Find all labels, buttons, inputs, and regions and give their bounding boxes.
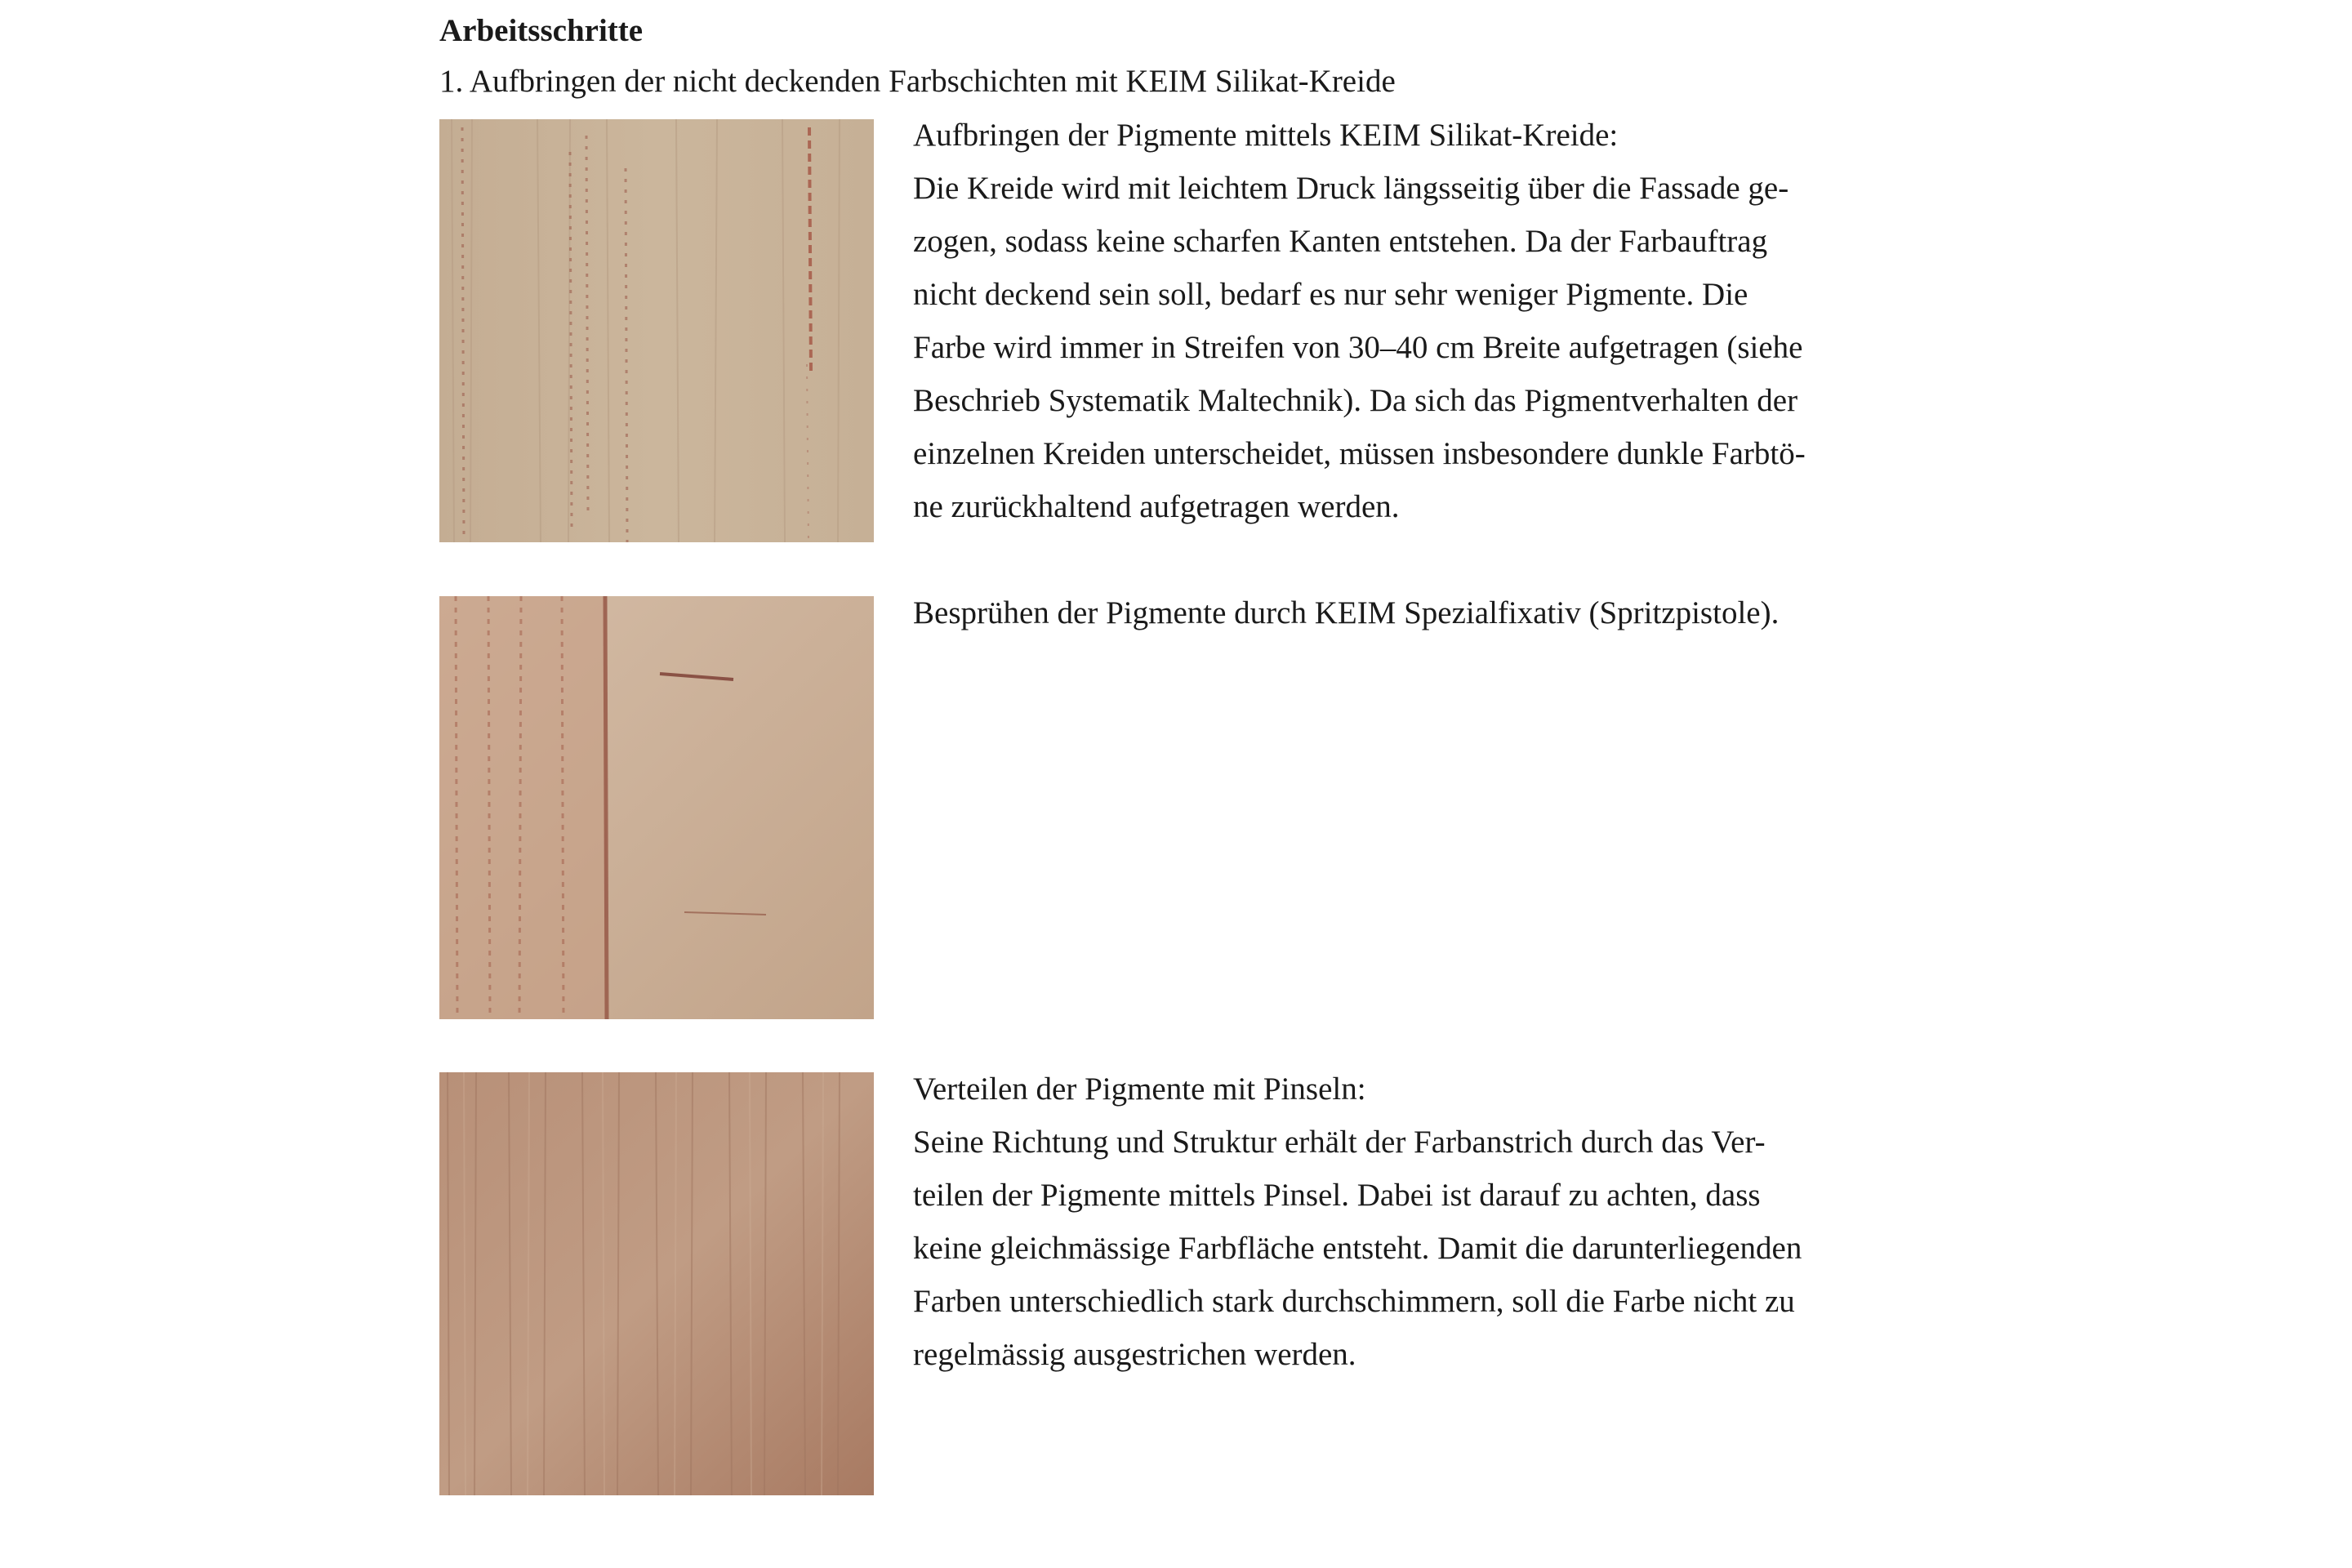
text-block-brush bbox=[913, 1062, 1860, 1381]
text-line: Die Kreide wird mit leichtem Druck längsseitig über die Fassade ge- bbox=[913, 171, 1789, 206]
text-line: einzelnen Kreiden unterscheidet, müssen insbesondere dunkle Farbtö- bbox=[913, 436, 1806, 471]
text-line: regelmässig ausgestrichen werden. bbox=[913, 1337, 1356, 1372]
text-block-chalk bbox=[913, 109, 1860, 533]
chalk-sample-photo bbox=[439, 119, 874, 542]
section-heading: Arbeitsschritte bbox=[439, 13, 644, 48]
step-title: 1. Aufbringen der nicht deckenden Farbschichten mit KEIM Silikat-Kreide bbox=[439, 64, 1396, 99]
text-line: keine gleichmässige Farbfläche entsteht. Damit die darunterliegenden bbox=[913, 1231, 1802, 1266]
text-line: zogen, sodass keine scharfen Kanten entstehen. Da der Farbauftrag bbox=[913, 224, 1768, 259]
text-line: Farben unterschiedlich stark durchschimmern, soll die Farbe nicht zu bbox=[913, 1284, 1795, 1319]
brushed-sample-photo bbox=[439, 1072, 874, 1495]
text-line: Beschrieb Systematik Maltechnik). Da sich das Pigmentverhalten der bbox=[913, 383, 1798, 418]
text-line: Besprühen der Pigmente durch KEIM Spezialfixativ (Spritzpistole). bbox=[913, 595, 1780, 630]
text-line: Seine Richtung und Struktur erhält der Farbanstrich durch das Ver- bbox=[913, 1125, 1766, 1160]
text-line: Aufbringen der Pigmente mittels KEIM Silikat-Kreide: bbox=[913, 118, 1619, 153]
fixative-sample-photo bbox=[439, 596, 874, 1019]
text-line: Verteilen der Pigmente mit Pinseln: bbox=[913, 1071, 1366, 1107]
text-line: ne zurückhaltend aufgetragen werden. bbox=[913, 489, 1400, 524]
text-line: Farbe wird immer in Streifen von 30–40 cm Breite aufgetragen (siehe bbox=[913, 330, 1803, 365]
text-block-fixative bbox=[913, 586, 1860, 639]
text-line: nicht deckend sein soll, bedarf es nur sehr weniger Pigmente. Die bbox=[913, 277, 1748, 312]
text-line: teilen der Pigmente mittels Pinsel. Dabei ist darauf zu achten, dass bbox=[913, 1178, 1761, 1213]
